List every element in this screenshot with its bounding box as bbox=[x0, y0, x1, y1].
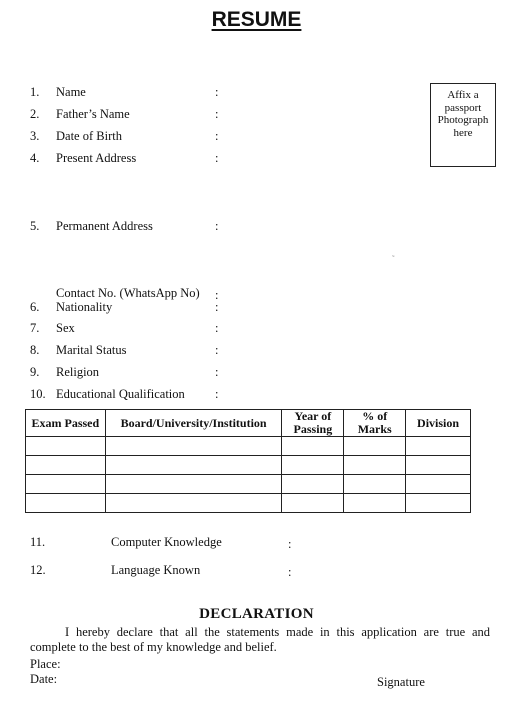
photo-box-line: Photograph bbox=[437, 114, 489, 126]
field-number: 8. bbox=[30, 343, 40, 357]
field-colon: : bbox=[215, 321, 219, 335]
field-label-contact: Contact No. (WhatsApp No) bbox=[56, 286, 200, 300]
table-cell[interactable] bbox=[282, 475, 344, 494]
table-header-row bbox=[26, 410, 471, 437]
field-number: 12. bbox=[30, 563, 46, 577]
table-row bbox=[26, 456, 471, 475]
field-colon: : bbox=[215, 365, 219, 379]
field-label-nationality: Nationality bbox=[56, 300, 113, 314]
table-cell[interactable] bbox=[406, 494, 471, 513]
scan-speck: ˜ bbox=[392, 254, 395, 263]
field-colon: : bbox=[215, 219, 219, 233]
table-cell[interactable] bbox=[406, 456, 471, 475]
col-header-division: Division bbox=[406, 410, 471, 437]
col-header-year: Year of Passing bbox=[282, 410, 344, 437]
table-cell[interactable] bbox=[344, 437, 406, 456]
field-number: 11. bbox=[30, 535, 46, 549]
field-label-computer-knowledge: Computer Knowledge bbox=[111, 535, 222, 549]
field-colon: : bbox=[288, 537, 292, 551]
education-table bbox=[25, 409, 471, 513]
passport-photo-box bbox=[430, 83, 496, 167]
photo-box-line: Affix a bbox=[447, 89, 479, 101]
field-colon: : bbox=[215, 85, 219, 99]
field-label-sex: Sex bbox=[56, 321, 75, 335]
table-cell[interactable] bbox=[344, 456, 406, 475]
field-colon: : bbox=[288, 565, 292, 579]
col-header-marks: % of Marks bbox=[344, 410, 406, 437]
field-number: 4. bbox=[30, 151, 40, 165]
col-header-board: Board/University/Institution bbox=[105, 410, 282, 437]
photo-box-line: here bbox=[453, 126, 473, 139]
field-colon: : bbox=[215, 300, 219, 314]
table-row bbox=[26, 437, 471, 456]
field-number: 6. bbox=[30, 300, 40, 314]
field-colon: : bbox=[215, 288, 219, 302]
field-number: 2. bbox=[30, 107, 40, 121]
table-cell[interactable] bbox=[105, 456, 282, 475]
field-number: 5. bbox=[30, 219, 40, 233]
field-colon: : bbox=[215, 387, 219, 401]
table-cell[interactable] bbox=[344, 494, 406, 513]
field-label-fathers-name: Father’s Name bbox=[56, 107, 130, 121]
table-row bbox=[26, 494, 471, 513]
field-label-name: Name bbox=[56, 85, 86, 99]
table-cell[interactable] bbox=[282, 456, 344, 475]
table-cell[interactable] bbox=[282, 437, 344, 456]
declaration-title: DECLARATION bbox=[199, 606, 314, 622]
field-label-language-known: Language Known bbox=[111, 563, 201, 577]
table-cell[interactable] bbox=[344, 475, 406, 494]
date-label: Date: bbox=[30, 672, 58, 686]
table-cell[interactable] bbox=[26, 456, 106, 475]
field-number: 10. bbox=[30, 387, 46, 401]
table-cell[interactable] bbox=[105, 494, 282, 513]
table-cell[interactable] bbox=[105, 437, 282, 456]
resume-title: RESUME bbox=[211, 8, 302, 31]
photo-box-line: passport bbox=[444, 101, 482, 114]
col-header-exam-passed: Exam Passed bbox=[26, 410, 106, 437]
field-label-educational-qualification: Educational Qualification bbox=[56, 387, 185, 401]
field-number: 3. bbox=[30, 129, 40, 143]
table-row bbox=[26, 475, 471, 494]
table-cell[interactable] bbox=[26, 437, 106, 456]
table-cell[interactable] bbox=[105, 475, 282, 494]
field-colon: : bbox=[215, 129, 219, 143]
table-cell[interactable] bbox=[26, 494, 106, 513]
table-cell[interactable] bbox=[282, 494, 344, 513]
field-colon: : bbox=[215, 343, 219, 357]
field-label-present-address: Present Address bbox=[56, 151, 137, 165]
table-cell[interactable] bbox=[26, 475, 106, 494]
field-label-marital-status: Marital Status bbox=[56, 343, 127, 357]
field-label-religion: Religion bbox=[56, 365, 100, 379]
signature-label: Signature bbox=[377, 675, 425, 689]
table-cell[interactable] bbox=[406, 437, 471, 456]
declaration-body: I hereby declare that all the statements made in this application are true and complete to the best of my knowledge and belief. bbox=[30, 625, 490, 654]
field-number: 7. bbox=[30, 321, 40, 335]
field-label-date-of-birth: Date of Birth bbox=[56, 129, 122, 143]
place-label: Place: bbox=[30, 657, 61, 671]
field-colon: : bbox=[215, 107, 219, 121]
field-number: 9. bbox=[30, 365, 40, 379]
field-label-permanent-address: Permanent Address bbox=[56, 219, 153, 233]
field-number: 1. bbox=[30, 85, 40, 99]
field-colon: : bbox=[215, 151, 219, 165]
table-cell[interactable] bbox=[406, 475, 471, 494]
